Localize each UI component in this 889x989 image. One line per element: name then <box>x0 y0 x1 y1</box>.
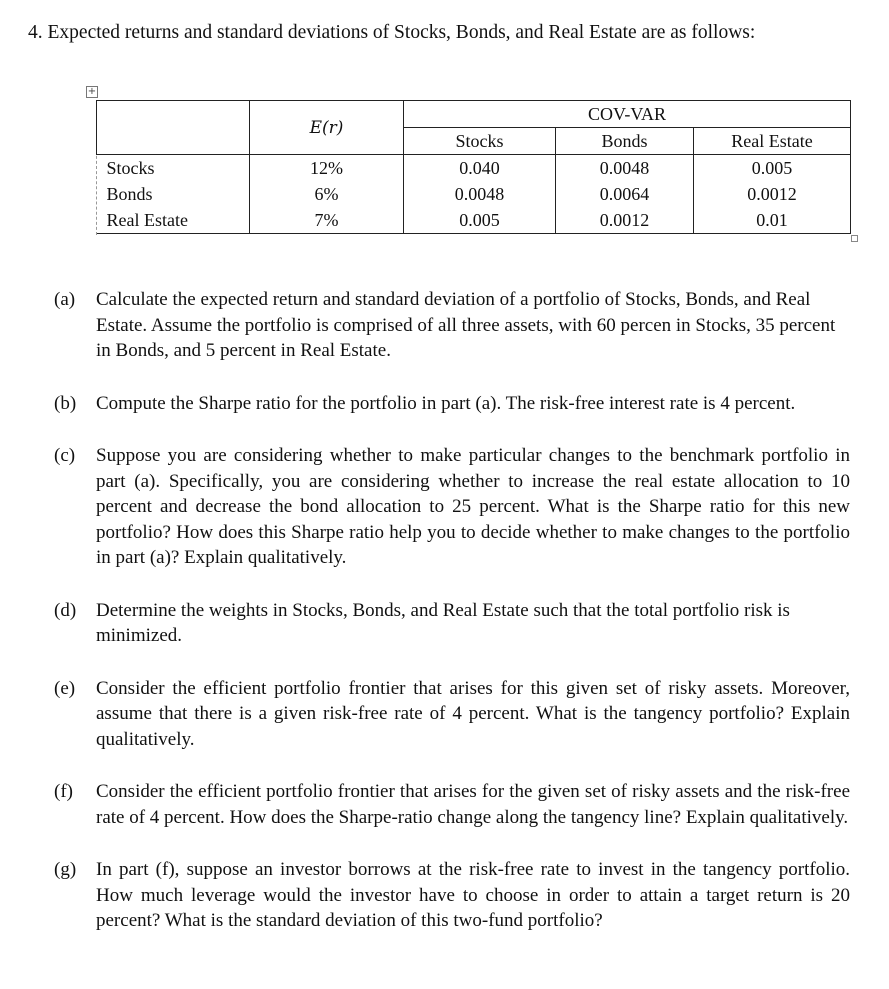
covar-value: 0.0064 <box>556 181 694 207</box>
question-marker: (c) <box>54 445 76 466</box>
er-header-cell <box>250 101 404 155</box>
question-marker: (f) <box>54 781 73 802</box>
question-text: In part (f), suppose an investor borrows at the risk-free rate to invest in the tangency portfolio. How much leverage would the investor have to choose in order to attain a target return is 20 percent? What is the standard deviation of this two-fund portfolio? <box>96 859 850 931</box>
covar-value: 0.0012 <box>556 207 694 234</box>
question-list <box>54 287 850 961</box>
row-label-bonds: Bonds <box>106 184 153 204</box>
question-text: Determine the weights in Stocks, Bonds, and Real Estate such that the total portfolio risk is minimized. <box>96 599 790 646</box>
covar-value: 0.040 <box>404 155 556 182</box>
table-move-handle-icon[interactable]: + <box>87 86 97 97</box>
er-value: 12% <box>250 155 404 182</box>
covar-value: 0.005 <box>404 207 556 234</box>
table-header-row-1 <box>97 101 851 128</box>
column-header-stocks: Stocks <box>404 128 556 155</box>
question-c <box>54 443 850 571</box>
covar-header: COV-VAR <box>404 101 851 128</box>
covar-value: 0.0048 <box>556 155 694 182</box>
question-text: Compute the Sharpe ratio for the portfolio in part (a). The risk-free interest rate is 4 percent. <box>96 392 796 414</box>
covar-value: 0.0012 <box>694 181 851 207</box>
column-header-real-estate: Real Estate <box>694 128 851 155</box>
er-header: E(r) <box>309 118 344 138</box>
question-g <box>54 857 850 934</box>
covar-value: 0.005 <box>694 155 851 182</box>
question-text: Suppose you are considering whether to make particular changes to the benchmark portfolio in part (a). Specifically, you are considering whether to increase the real estate allocation to 10 percent and decrease the bond allocation to 25 percent. What is the Sharpe ratio for this new portfolio? How does this Sharpe ratio help you to decide whether to make changes to the portfolio in part (a)? Explain qualitatively. <box>96 445 850 568</box>
covar-value: 0.01 <box>694 207 851 234</box>
covar-value: 0.0048 <box>404 181 556 207</box>
table-corner-cell <box>97 101 250 155</box>
table-resize-handle[interactable] <box>851 235 858 242</box>
er-value: 6% <box>250 181 404 207</box>
question-f <box>54 779 850 830</box>
question-text: Calculate the expected return and standard deviation of a portfolio of Stocks, Bonds, and Real Estate. Assume the portfolio is comprised of all three assets, with 60 percen in Stocks, 35 percent in Bonds, and 5 percent in Real Estate. <box>96 289 836 361</box>
table-row <box>97 155 851 182</box>
question-e <box>54 676 850 753</box>
question-a <box>54 287 850 364</box>
question-b <box>54 391 850 417</box>
table-row <box>97 181 851 207</box>
column-header-bonds: Bonds <box>556 128 694 155</box>
row-label-stocks: Stocks <box>106 158 155 178</box>
table-row <box>97 207 851 234</box>
question-d <box>54 598 850 649</box>
question-text: Consider the efficient portfolio frontier that arises for this given set of risky assets. Moreover, assume that there is a given risk-free rate of 4 percent. What is the tangency portfolio? Explain qualitatively. <box>96 677 850 750</box>
question-marker: (b) <box>54 392 77 414</box>
covariance-table <box>96 100 851 234</box>
question-text: Consider the efficient portfolio frontier that arises for the given set of risky assets and the risk-free rate of 4 percent. How does the Sharpe-ratio change along the tangency line? Explain qualitatively. <box>96 781 850 828</box>
question-marker: (g) <box>54 859 77 880</box>
question-marker: (d) <box>54 599 77 621</box>
question-marker: (e) <box>54 677 76 699</box>
row-label-real-estate: Real Estate <box>97 207 250 234</box>
er-value: 7% <box>250 207 404 234</box>
question-marker: (a) <box>54 289 76 310</box>
problem-heading: 4. Expected returns and standard deviations of Stocks, Bonds, and Real Estate are as follows: <box>28 22 756 43</box>
